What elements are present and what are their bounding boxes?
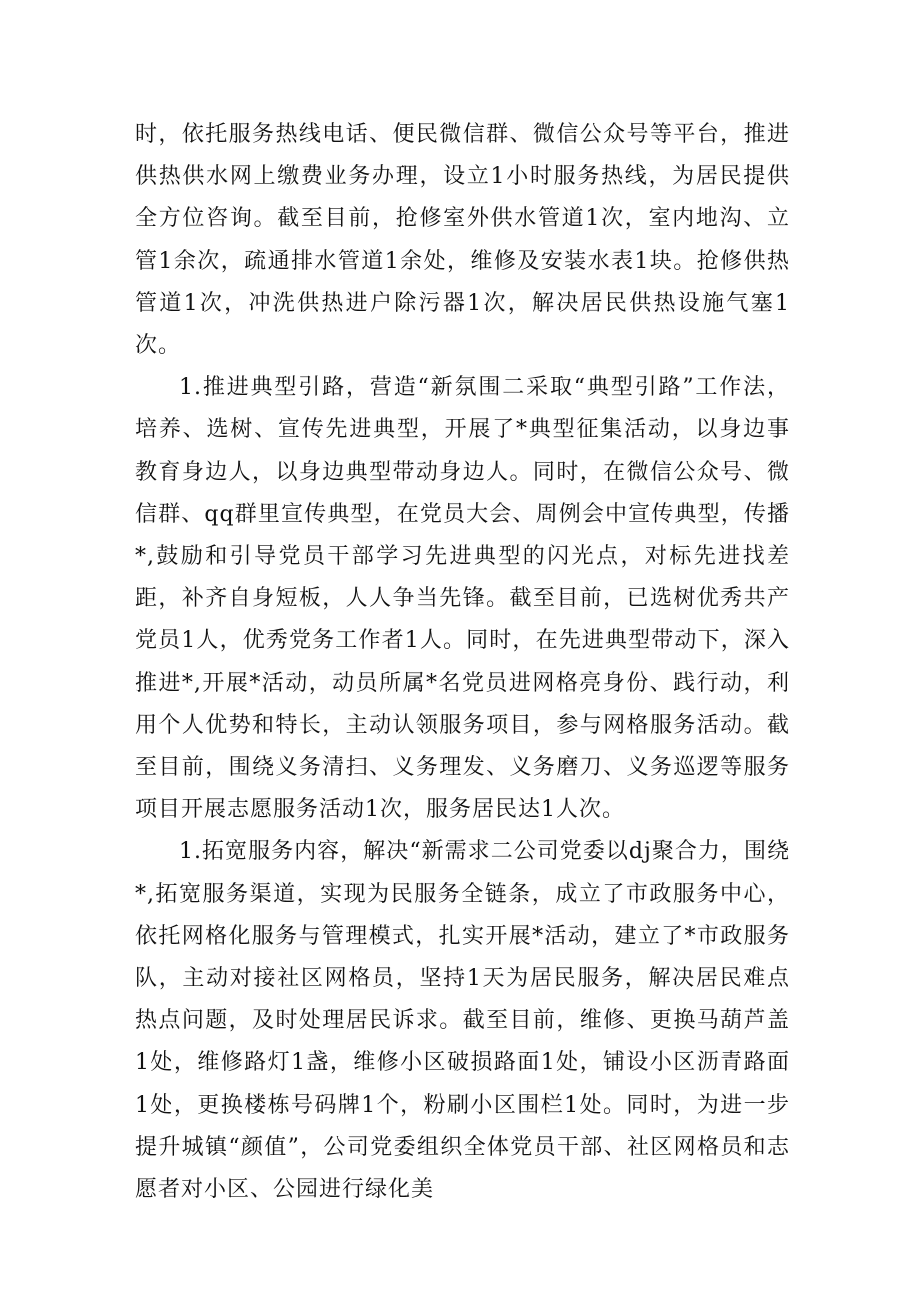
document-body xyxy=(135,114,790,1211)
paragraph-service-expansion: 1.拓宽服务内容，解决“新需求二公司党委以dj聚合力，围绕*,拓宽服务渠道，实现为民服务全链条，成立了市政服务中心，依托网格化服务与管理模式，扎实开展*活动，建立了*市政服务队，主动对接社区网格员，坚持1天为居民服务，解决居民难点热点问题，及时处理居民诉求。截至目前，维修、更换马葫芦盖1处，维修路灯1盏，维修小区破损路面1处，铺设小区沥青路面1处，更换楼栋号码牌1个，粉刷小区围栏1处。同时，为进一步提升城镇“颜值”，公司党委组织全体党员干部、社区网格员和志愿者对小区、公园进行绿化美 xyxy=(135,839,790,1203)
paragraph-typical-guidance: 1.推进典型引路，营造“新氛围二采取“典型引路”工作法，培养、选树、宣传先进典型，开展了*典型征集活动，以身边事教育身边人，以身边典型带动身边人。同时，在微信公众号、微信群、qq群里宣传典型，在党员大会、周例会中宣传典型，传播*,鼓励和引导党员干部学习先进典型的闪光点，对标先进找差距，补齐自身短板，人人争当先锋。截至目前，已选树优秀共产党员1人，优秀党务工作者1人。同时，在先进典型带动下，深入推进*,开展*活动，动员所属*名党员进网格亮身份、践行动，利用个人优势和特长，主动认领服务项目，参与网格服务活动。截至目前，围绕义务清扫、义务理发、义务磨刀、义务巡逻等服务项目开展志愿服务活动1次，服务居民达1人次。 xyxy=(135,375,790,823)
paragraph-continuation: 时，依托服务热线电话、便民微信群、微信公众号等平台，推进供热供水网上缴费业务办理，设立1小时服务热线，为居民提供全方位咨询。截至目前，抢修室外供水管道1次，室内地沟、立管1余次，疏通排水管道1余处，维修及安装水表1块。抢修供热管道1次，冲洗供热进户除污器1次，解决居民供热设施气塞1次。 xyxy=(135,122,790,359)
